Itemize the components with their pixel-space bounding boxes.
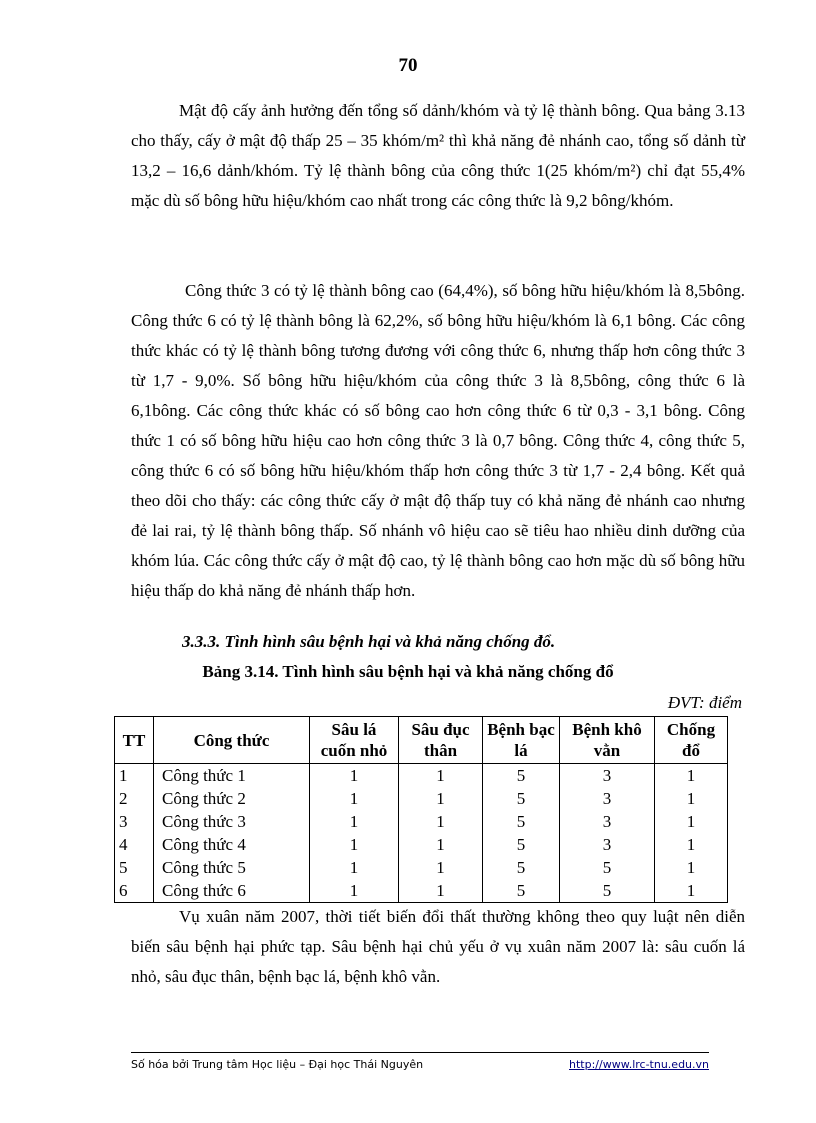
cell-value: 3 (560, 764, 655, 788)
cell-cong-thuc: Công thức 3 (154, 810, 310, 833)
unit-label: ĐVT: điểm (667, 693, 742, 712)
cell-cong-thuc: Công thức 2 (154, 787, 310, 810)
cell-value: 1 (310, 856, 399, 879)
cell-value: 5 (483, 833, 560, 856)
cell-cong-thuc: Công thức 5 (154, 856, 310, 879)
cell-tt: 3 (115, 810, 154, 833)
header-tt: TT (115, 717, 154, 764)
cell-value: 1 (399, 856, 483, 879)
cell-value: 1 (655, 833, 728, 856)
cell-value: 3 (560, 833, 655, 856)
cell-value: 1 (310, 833, 399, 856)
header-sau-duc-than: Sâu đục thân (399, 717, 483, 764)
cell-value: 1 (399, 810, 483, 833)
cell-value: 1 (399, 764, 483, 788)
header-chong-do: Chống đổ (655, 717, 728, 764)
cell-value: 1 (655, 879, 728, 903)
table-row (115, 856, 728, 879)
body-paragraph-2: Công thức 3 có tỷ lệ thành bông cao (64,4%), số bông hữu hiệu/khóm là 8,5bông. Công thức 6 có tỷ lệ thành bông là 62,2%, số bông hữu hiệu/khóm là 6,1 bông. Các công thức khác có tỷ lệ thành bông tương đương với công thức 6, nhưng thấp hơn công thức 3 từ 1,7 - 9,0%. Số bông hữu hiệu/khóm của công thức 3 là 8,5bông, công thức 6 là 6,1bông. Các công thức khác có số bông cao hơn công thức 6 từ 0,3 - 3,1 bông. Công thức 1 có số bông hữu hiệu cao hơn công thức 3 là 0,7 bông. Công thức 4, công thức 5, công thức 6 có số bông hữu hiệu/khóm thấp hơn công thức 3 từ 1,7 - 2,4 bông. Kết quả theo dõi cho thấy: các công thức cấy ở mật độ thấp tuy có khả năng đẻ nhánh cao nhưng đẻ lai rai, tỷ lệ thành bông thấp. Số nhánh vô hiệu cao sẽ tiêu hao nhiều dinh dưỡng của khóm lúa. Các công thức cấy ở mật độ cao, tỷ lệ thành bông cao hơn mặc dù số bông hữu hiệu thấp do khả năng đẻ nhánh thấp hơn. (131, 281, 745, 600)
cell-tt: 2 (115, 787, 154, 810)
cell-tt: 4 (115, 833, 154, 856)
table-title: Bảng 3.14. Tình hình sâu bệnh hại và khả năng chống đổ (202, 662, 614, 681)
cell-value: 1 (399, 879, 483, 903)
cell-value: 5 (560, 879, 655, 903)
cell-value: 3 (560, 810, 655, 833)
cell-cong-thuc: Công thức 6 (154, 879, 310, 903)
footer-link[interactable]: http://www.lrc-tnu.edu.vn (569, 1058, 709, 1071)
cell-cong-thuc: Công thức 4 (154, 833, 310, 856)
section-subheading: 3.3.3. Tình hình sâu bệnh hại và khả năng chống đổ. (182, 632, 556, 651)
cell-value: 1 (655, 810, 728, 833)
footer-credit: Số hóa bởi Trung tâm Học liệu – Đại học Thái Nguyên (131, 1058, 424, 1071)
body-paragraph-3: Vụ xuân năm 2007, thời tiết biến đổi thất thường không theo quy luật nên diễn biến sâu bệnh hại phức tạp. Sâu bệnh hại chủ yếu ở vụ xuân năm 2007 là: sâu cuốn lá nhỏ, sâu đục thân, bệnh bạc lá, bệnh khô vằn. (131, 907, 745, 986)
table-row (115, 879, 728, 903)
cell-cong-thuc: Công thức 1 (154, 764, 310, 788)
cell-value: 1 (655, 787, 728, 810)
cell-value: 3 (560, 787, 655, 810)
table-row (115, 764, 728, 788)
cell-tt: 6 (115, 879, 154, 903)
cell-value: 5 (483, 856, 560, 879)
cell-value: 1 (310, 764, 399, 788)
table-header-row (115, 717, 728, 764)
page-number: 70 (398, 55, 418, 76)
cell-value: 1 (655, 764, 728, 788)
cell-value: 5 (483, 764, 560, 788)
cell-value: 1 (310, 810, 399, 833)
header-cong-thuc: Công thức (154, 717, 310, 764)
table-row (115, 787, 728, 810)
header-benh-kho-van: Bệnh khô vằn (560, 717, 655, 764)
footer-divider (131, 1052, 709, 1053)
cell-value: 1 (399, 833, 483, 856)
header-sau-la-cuon-nho: Sâu lá cuốn nhỏ (310, 717, 399, 764)
body-paragraph-1: Mật độ cấy ảnh hưởng đến tổng số dảnh/khóm và tỷ lệ thành bông. Qua bảng 3.13 cho thấy, cấy ở mật độ thấp 25 – 35 khóm/m² thì khả năng đẻ nhánh cao, tổng số dảnh từ 13,2 – 16,6 dảnh/khóm. Tỷ lệ thành bông của công thức 1(25 khóm/m²) chỉ đạt 55,4% mặc dù số bông hữu hiệu/khóm cao nhất trong các công thức là 9,2 bông/khóm. (131, 101, 745, 210)
cell-value: 1 (399, 787, 483, 810)
cell-value: 1 (655, 856, 728, 879)
cell-value: 5 (483, 787, 560, 810)
cell-tt: 1 (115, 764, 154, 788)
cell-tt: 5 (115, 856, 154, 879)
pest-disease-table (114, 716, 728, 903)
header-benh-bac-la: Bệnh bạc lá (483, 717, 560, 764)
table-row (115, 833, 728, 856)
cell-value: 5 (483, 879, 560, 903)
cell-value: 5 (560, 856, 655, 879)
cell-value: 1 (310, 787, 399, 810)
table-row (115, 810, 728, 833)
cell-value: 5 (483, 810, 560, 833)
cell-value: 1 (310, 879, 399, 903)
